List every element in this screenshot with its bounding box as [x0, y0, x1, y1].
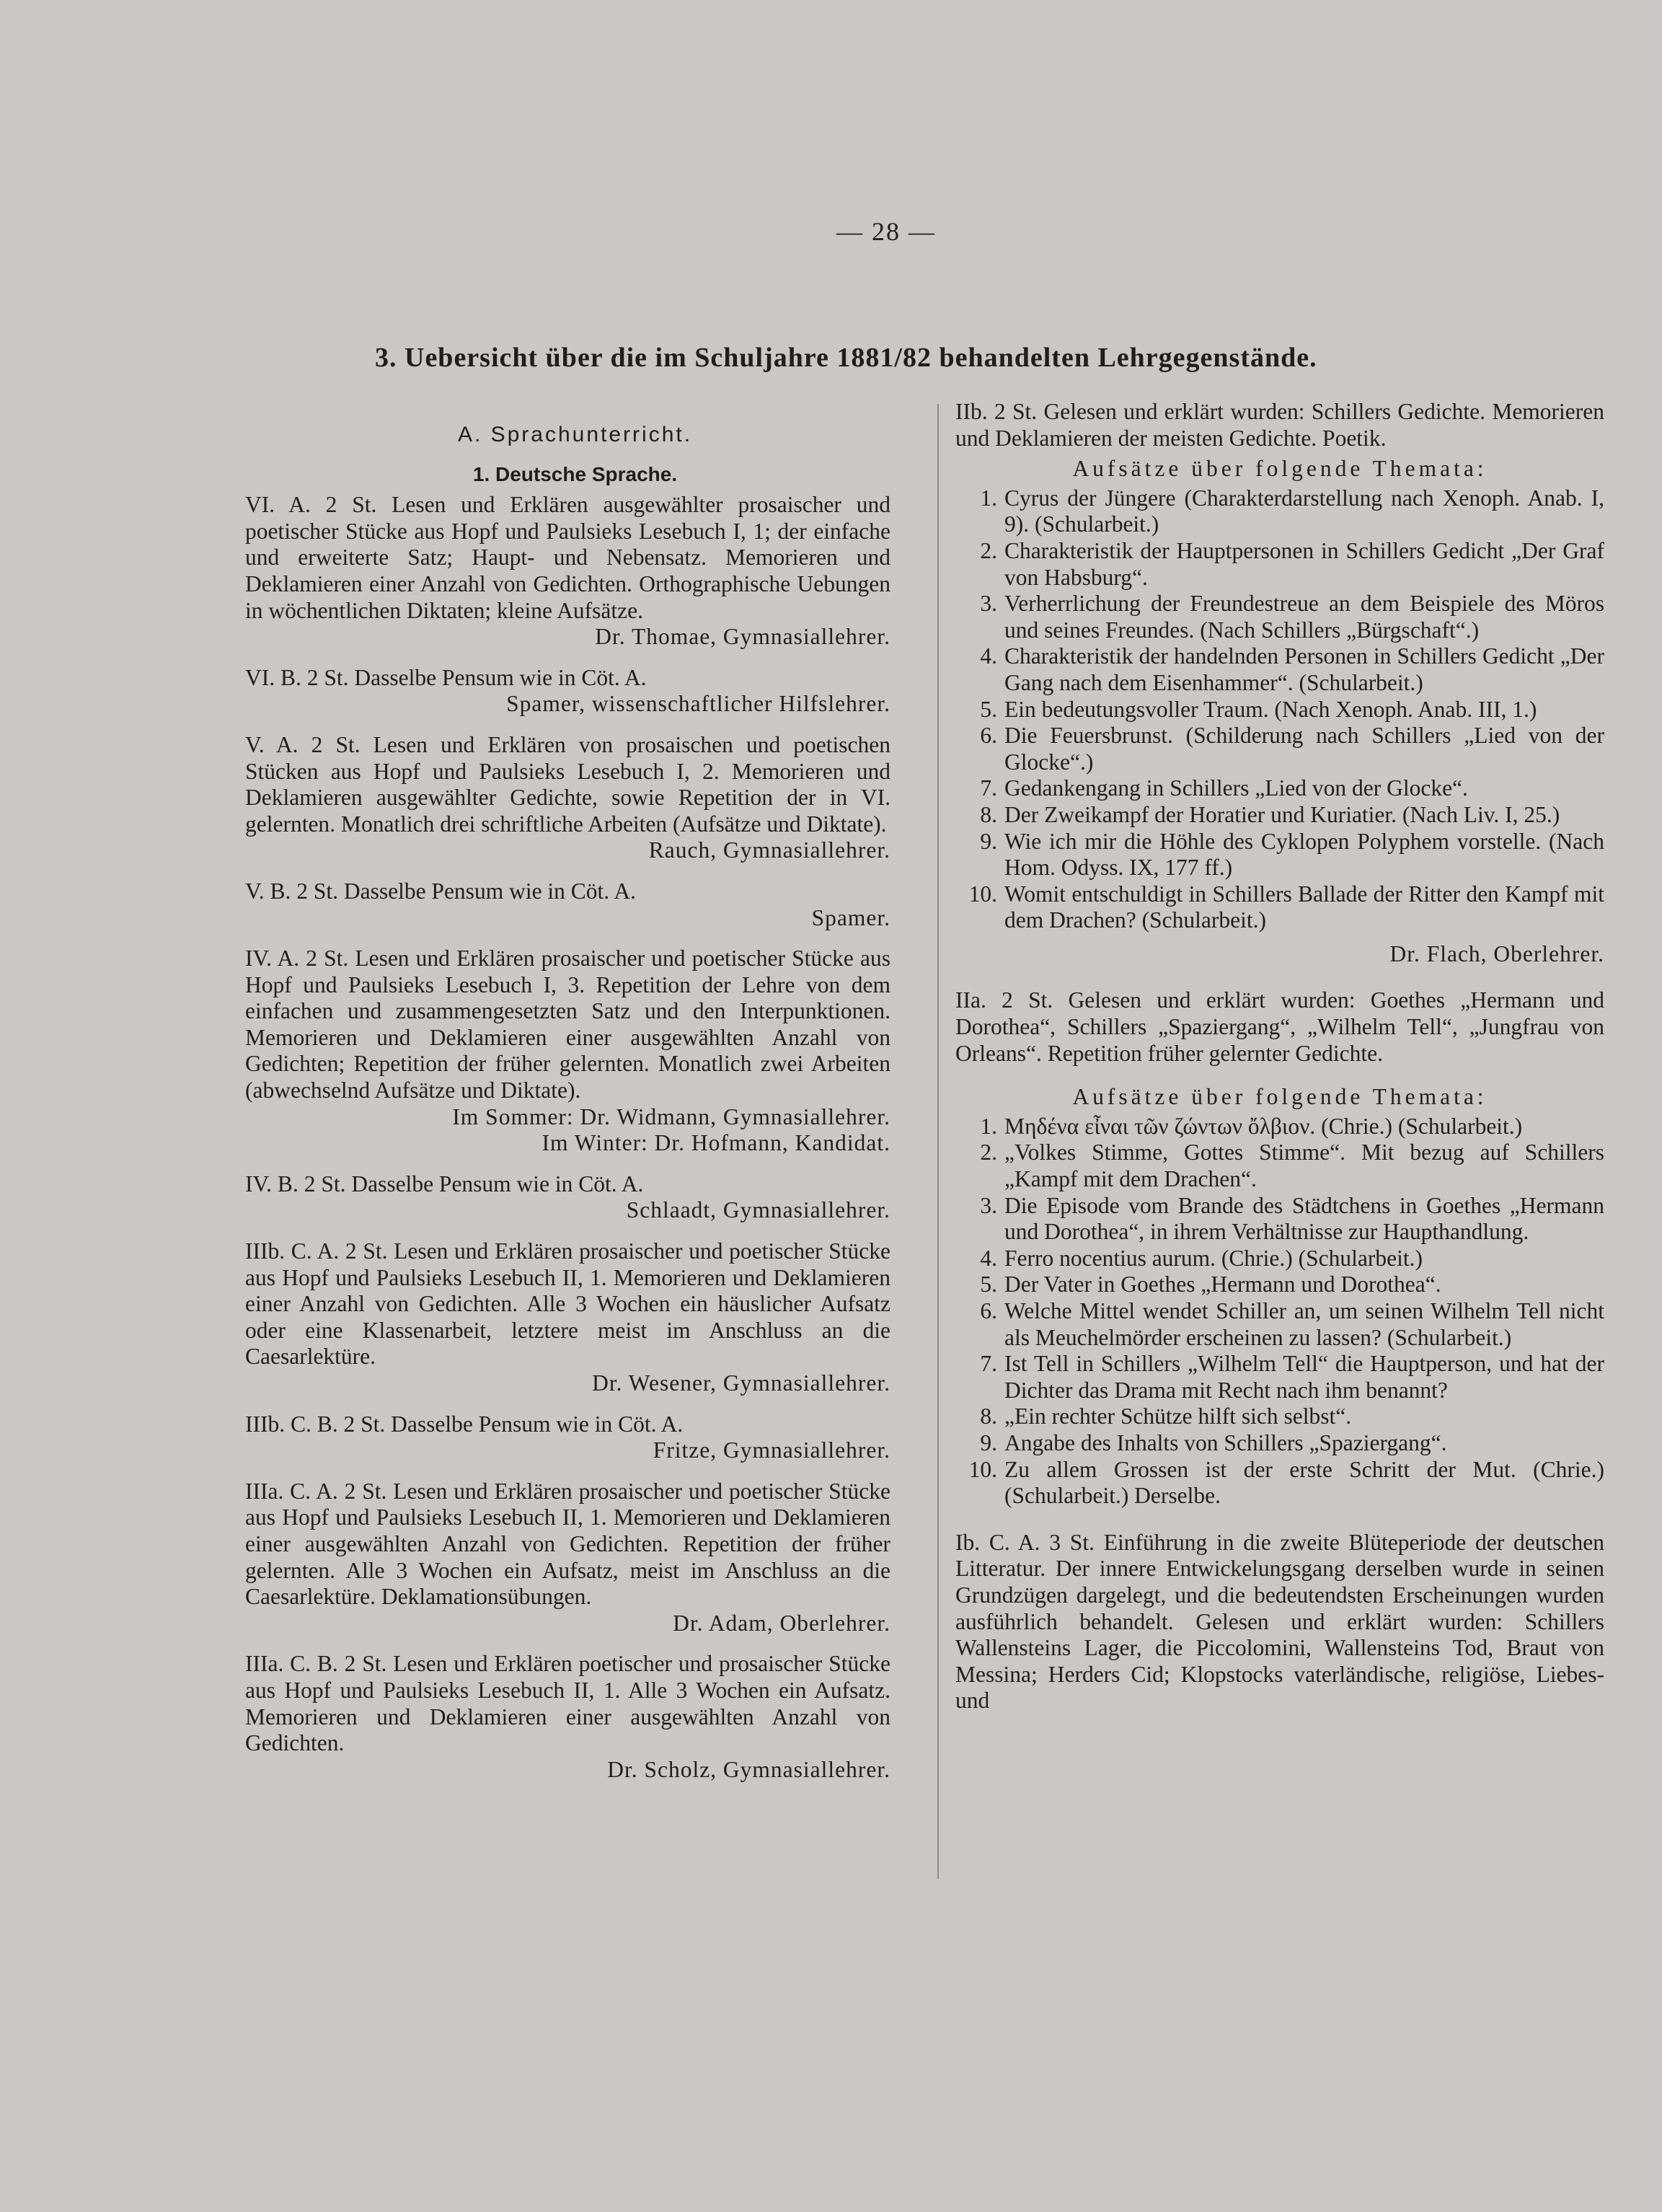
theme-text: Welche Mittel wendet Schiller an, um seinen Wilhelm Tell nicht als Meuchelmörder erscheinen zu lassen? (Schularbeit.) [1004, 1298, 1604, 1350]
entry-body: IV. B. 2 St. Dasselbe Pensum wie in Cöt. A. [245, 1171, 644, 1197]
theme-number: 2. [980, 1140, 997, 1166]
entry-body: IIIa. C. A. 2 St. Lesen und Erklären prosaischer und poetischer Stücke aus Hopf und Paulsieks Lesebuch II, 1. Memorieren und Deklamieren einer ausgewählten Anzahl von Gedichten. Repetition der früher gelernten. Alle 3 Wochen ein Aufsatz, meist im Anschluss an die Caesarlektüre. Deklamationsübungen. [245, 1478, 890, 1610]
theme-text: Ist Tell in Schillers „Wilhelm Tell“ die Hauptperson, und hat der Dichter das Drama mit Recht nach ihm benannt? [1004, 1351, 1604, 1403]
theme-item [955, 1272, 1604, 1298]
entry-body: IV. A. 2 St. Lesen und Erklären prosaischer und poetischer Stücke aus Hopf und Paulsieks Lesebuch I, 3. Repetition der Lehre von dem einfachen und zusammengesetzten Satz und den Interpunktionen. Memorieren und Deklamieren einer ausgewählten Anzahl von Gedichten; Repetition der früher gelernten. Monatlich zwei Arbeiten (abwechselnd Aufsätze und Diktate). [245, 946, 890, 1103]
theme-number: 7. [980, 775, 997, 801]
theme-text: Charakteristik der handelnden Personen in Schillers Gedicht „Der Gang nach dem Eisenhammer“. (Schularbeit.) [1004, 643, 1604, 695]
class-entry [245, 665, 890, 718]
entry-teacher: Fritze, Gymnasiallehrer. [653, 1437, 890, 1463]
theme-item [955, 775, 1604, 802]
entry-teacher: Schlaadt, Gymnasiallehrer. [626, 1197, 890, 1223]
subsection-title: 1. Deutsche Sprache. [472, 462, 678, 485]
theme-item [955, 538, 1604, 591]
theme-text: Womit entschuldigt in Schillers Ballade der Ritter den Kampf mit dem Drachen? (Schularbeit.) [1004, 881, 1604, 933]
theme-item [955, 829, 1604, 881]
column-divider [937, 404, 939, 1879]
entry-teacher: Dr. Adam, Oberlehrer. [673, 1610, 890, 1636]
class-entry [245, 1411, 890, 1464]
theme-text: Der Vater in Goethes „Hermann und Dorothea“. [1004, 1272, 1441, 1297]
theme-text: Angabe des Inhalts von Schillers „Spaziergang“. [1004, 1429, 1447, 1455]
theme-number: 3. [980, 1192, 997, 1218]
theme-number: 8. [980, 801, 997, 827]
entry-teacher-winter: Im Winter: Dr. Hofmann, Kandidat. [542, 1130, 890, 1156]
class-entry [245, 1479, 890, 1637]
iia-body: IIa. 2 St. Gelesen und erklärt wurden: Goethes „Hermann und Dorothea“, Schillers „Spaziergang“, „Wilhelm Tell“, „Jungfrau von Orleans“. Repetition früher gelernter Gedichte. [955, 987, 1604, 1066]
theme-item [955, 723, 1604, 775]
theme-item [955, 485, 1604, 538]
iib-teacher: Dr. Flach, Oberlehrer. [1389, 940, 1604, 966]
theme-item [955, 1114, 1604, 1140]
spacer [955, 1517, 1604, 1530]
entry-body: IIIb. C. B. 2 St. Dasselbe Pensum wie in Cöt. A. [245, 1411, 684, 1437]
theme-number: 10. [968, 881, 997, 907]
entry-teacher: Rauch, Gymnasiallehrer. [648, 837, 890, 863]
theme-item [955, 1351, 1604, 1404]
theme-item [955, 802, 1604, 829]
theme-text: „Ein rechter Schütze hilft sich selbst“. [1004, 1404, 1352, 1429]
class-entry [245, 492, 890, 651]
theme-item [955, 1193, 1604, 1246]
section-title: A. Sprachunterricht. [457, 423, 693, 446]
page-number: — 28 — [836, 217, 936, 246]
theme-text: Charakteristik der Hauptpersonen in Schillers Gedicht „Der Graf von Habsburg“. [1004, 537, 1604, 590]
theme-number: 6. [980, 1298, 997, 1323]
entry-teacher: Dr. Wesener, Gymnasiallehrer. [592, 1370, 890, 1396]
page-heading: 3. Uebersicht über die im Schuljahre 1881/82 behandelten Lehrgegenstände. [375, 343, 1317, 373]
theme-item [955, 643, 1604, 696]
theme-number: 7. [980, 1351, 997, 1377]
theme-number: 3. [980, 591, 997, 617]
theme-number: 1. [980, 1113, 997, 1139]
theme-number: 10. [968, 1456, 997, 1482]
theme-text: Gedankengang in Schillers „Lied von der Glocke“. [1004, 775, 1468, 801]
class-entry [245, 732, 890, 864]
theme-number: 8. [980, 1404, 997, 1429]
theme-number: 9. [980, 828, 997, 854]
iia-thema-title: Aufsätze über folgende Themata: [1072, 1084, 1488, 1110]
right-column [955, 399, 1604, 1714]
theme-number: 4. [980, 1245, 997, 1271]
theme-number: 5. [980, 1272, 997, 1297]
theme-text: Die Feuersbrunst. (Schilderung nach Schillers „Lied von der Glocke“.) [1004, 723, 1604, 775]
iib-thema-title: Aufsätze über folgende Themata: [1072, 456, 1488, 482]
class-entry [245, 878, 890, 931]
theme-item [955, 1246, 1604, 1272]
theme-item [955, 697, 1604, 723]
iib-theme-list [955, 485, 1604, 934]
entry-body: V. A. 2 St. Lesen und Erklären von prosaischen und poetischen Stücken aus Hopf und Paulsieks Lesebuch I, 2. Memorieren und Deklamieren ausgewählter Gedichte, sowie Repetition der in VI. gelernten. Monatlich drei schriftliche Arbeiten (Aufsätze und Diktate). [245, 731, 890, 837]
entry-teacher: Dr. Scholz, Gymnasiallehrer. [607, 1756, 890, 1782]
theme-text: Der Zweikampf der Horatier und Kuriatier. (Nach Liv. I, 25.) [1004, 801, 1560, 827]
ib-body: Ib. C. A. 3 St. Einführung in die zweite Blüteperiode der deutschen Litteratur. Der innere Entwickelungsgang derselben wurde in seinen Grundzügen dargelegt, und die bedeutendsten Erscheinungen wurden ausführlich behandelt. Gelesen und erklärt wurden: Schillers Wallensteins Lager, die Piccolomini, Wallensteins Tod, Braut von Messina; Herders Cid; Klopstocks vaterländische, religiöse, Liebes- und [955, 1529, 1604, 1714]
theme-item [955, 1298, 1604, 1351]
theme-text: Die Episode vom Brande des Städtchens in Goethes „Hermann und Dorothea“, in ihrem Verhältnisse zur Haupthandlung. [1004, 1192, 1604, 1245]
entry-teacher: Dr. Thomae, Gymnasiallehrer. [595, 624, 890, 650]
class-entry [245, 1238, 890, 1397]
theme-text: Μηδένα εἶναι τῶν ζώντων ὄλβιον. (Chrie.) (Schularbeit.) [1004, 1113, 1523, 1139]
iia-theme-list [955, 1114, 1604, 1510]
theme-number: 1. [980, 485, 997, 511]
theme-text: Ferro nocentius aurum. (Chrie.) (Schularbeit.) [1004, 1245, 1423, 1271]
theme-number: 9. [980, 1429, 997, 1455]
entry-body: IIIa. C. B. 2 St. Lesen und Erklären poetischer und prosaischer Stücke aus Hopf und Paulsieks Lesebuch II, 1. Alle 3 Wochen ein Aufsatz. Memorieren und Deklamieren einer ausgewählten Anzahl von Gedichten. [245, 1651, 890, 1756]
class-entry [245, 1171, 890, 1224]
left-column [245, 422, 890, 1797]
theme-item [955, 1140, 1604, 1192]
theme-text: Verherrlichung der Freundestreue an dem Beispiele des Möros und seines Freundes. (Nach Schillers „Bürgschaft“.) [1004, 591, 1604, 643]
class-entry [245, 946, 890, 1157]
theme-item [955, 1457, 1604, 1510]
iib-body: IIb. 2 St. Gelesen und erklärt wurden: Schillers Gedichte. Memorieren und Deklamieren der meisten Gedichte. Poetik. [955, 399, 1604, 451]
spacer [955, 1067, 1604, 1080]
theme-number: 2. [980, 537, 997, 563]
theme-item [955, 1430, 1604, 1457]
entry-body: V. B. 2 St. Dasselbe Pensum wie in Cöt. A. [245, 878, 636, 904]
entry-teacher: Spamer, wissenschaftlicher Hilfslehrer. [506, 691, 890, 717]
entry-body: IIIb. C. A. 2 St. Lesen und Erklären prosaischer und poetischer Stücke aus Hopf und Paulsieks Lesebuch II, 1. Memorieren und Deklamieren einer Anzahl von Gedichten. Alle 3 Wochen ein häuslicher Aufsatz oder eine Klassenarbeit, letztere meist im Anschluss an die Caesarlektüre. [245, 1238, 890, 1370]
entry-body: VI. B. 2 St. Dasselbe Pensum wie in Cöt. A. [245, 664, 647, 690]
entry-teacher: Spamer. [811, 904, 890, 930]
entry-teacher: Im Sommer: Dr. Widmann, Gymnasiallehrer. [452, 1103, 890, 1129]
theme-item [955, 1404, 1604, 1430]
entry-body: VI. A. 2 St. Lesen und Erklären ausgewählter prosaischer und poetischer Stücke aus Hopf und Paulsieks Lesebuch I, 1; der einfache und erweiterte Satz; Haupt- und Nebensatz. Memorieren und Deklamieren einer Anzahl von Gedichten. Orthographische Uebungen in wöchentlichen Diktaten; kleine Aufsätze. [245, 492, 890, 623]
theme-text: Wie ich mir die Höhle des Cyklopen Polyphem vorstelle. (Nach Hom. Odyss. IX, 177 ff.) [1004, 828, 1604, 881]
theme-number: 5. [980, 696, 997, 722]
theme-number: 4. [980, 643, 997, 669]
theme-item [955, 881, 1604, 934]
class-entry [245, 1651, 890, 1783]
theme-text: Cyrus der Jüngere (Charakterdarstellung nach Xenoph. Anab. I, 9). (Schularbeit.) [1004, 485, 1604, 537]
theme-item [955, 591, 1604, 643]
theme-text: Ein bedeutungsvoller Traum. (Nach Xenoph. Anab. III, 1.) [1004, 696, 1537, 722]
theme-text: „Volkes Stimme, Gottes Stimme“. Mit bezug auf Schillers „Kampf mit dem Drachen“. [1004, 1140, 1604, 1192]
theme-number: 6. [980, 723, 997, 749]
theme-text: Zu allem Grossen ist der erste Schritt der Mut. (Chrie.) (Schularbeit.) Derselbe. [1004, 1456, 1604, 1509]
